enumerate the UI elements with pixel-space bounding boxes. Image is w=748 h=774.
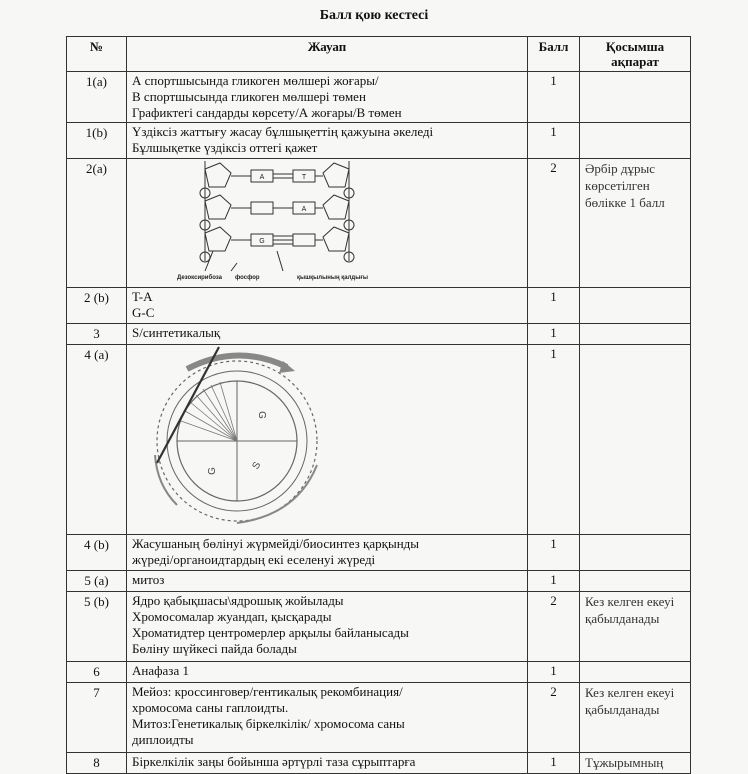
pointer-line xyxy=(277,251,283,271)
base-label: G xyxy=(259,238,265,245)
table-row xyxy=(67,72,691,123)
sugar-pentagon xyxy=(323,227,349,251)
header-score: Балл xyxy=(528,37,580,72)
answer-line: В спортшысында гликоген мөлшері төмен xyxy=(132,89,366,104)
sugar-pentagon xyxy=(205,195,231,219)
table-row xyxy=(67,123,691,159)
row-number: 7 xyxy=(67,683,127,753)
table-row xyxy=(67,324,691,345)
answer-cell xyxy=(127,288,528,324)
score-cell: 1 xyxy=(528,571,580,592)
answer-line: Графиктегі сандарды көрсету/А жоғары/В төмен xyxy=(132,105,402,120)
answer-line: Анафаза 1 xyxy=(132,663,189,678)
table-row xyxy=(67,345,691,535)
header-row xyxy=(67,37,691,72)
score-cell: 1 xyxy=(528,345,580,535)
sugar-pentagon xyxy=(323,163,349,187)
arrow-band xyxy=(237,465,317,523)
answer-cell xyxy=(127,123,528,159)
row-number: 4 (a) xyxy=(67,345,127,535)
base-label: A xyxy=(301,206,307,213)
score-cell: 1 xyxy=(528,324,580,345)
row-number: 8 xyxy=(67,753,127,774)
answer-line: А спортшысында гликоген мөлшері жоғары/ xyxy=(132,73,379,88)
score-cell: 1 xyxy=(528,123,580,159)
answer-line: Үздіксіз жаттығу жасау бұлшықеттің қажуына әкеледі xyxy=(132,124,434,139)
answer-cell xyxy=(127,345,528,535)
row-number: 6 xyxy=(67,662,127,683)
table-row xyxy=(67,535,691,571)
sugar-label: Дезоксирибоза xyxy=(177,275,223,281)
table-row xyxy=(67,683,691,753)
answer-line: митоз xyxy=(132,572,165,587)
base-label: A xyxy=(259,174,265,181)
table-row xyxy=(67,571,691,592)
answer-line: Ядро қабықшасы\ядрошық жойылады xyxy=(132,593,344,608)
answer-cell xyxy=(127,571,528,592)
answer-line: Митоз:Генетикалық біркелкілік/ хромосома саны xyxy=(132,716,405,731)
answer-line: Хромосомалар жуандап, қысқарады xyxy=(132,609,332,624)
pointer-line xyxy=(231,263,237,271)
extra-cell: Әрбір дұрыс көрсетілген бөлікке 1 балл xyxy=(580,159,691,288)
answer-line: Бұлшықетке үздіксіз оттегі қажет xyxy=(132,140,318,155)
answer-line: диплоидты xyxy=(132,732,194,747)
extra-cell xyxy=(580,535,691,571)
table-row xyxy=(67,159,691,288)
answer-cell xyxy=(127,592,528,662)
score-cell: 1 xyxy=(528,288,580,324)
answer-line: T-A xyxy=(132,289,153,304)
answer-line: Мейоз: кроссинговер/гентикалық рекомбинация/ xyxy=(132,684,403,699)
extra-cell xyxy=(580,324,691,345)
table-row xyxy=(67,592,691,662)
answer-cell xyxy=(127,662,528,683)
arrow-band xyxy=(187,355,287,369)
score-cell: 1 xyxy=(528,662,580,683)
score-cell: 1 xyxy=(528,72,580,123)
answer-line: жүреді/органоидтардың екі еселенуі жүреді xyxy=(132,552,376,567)
score-cell: 1 xyxy=(528,535,580,571)
extra-cell: Кез келген екеуі қабылданады xyxy=(580,683,691,753)
score-cell: 2 xyxy=(528,683,580,753)
answer-line: S/синтетикалық xyxy=(132,325,221,340)
extra-cell xyxy=(580,72,691,123)
score-table xyxy=(66,36,691,774)
extra-cell: Тұжырымның xyxy=(580,753,691,774)
diagonal-stroke xyxy=(157,347,219,463)
phase-label: G xyxy=(207,467,218,475)
score-cell: 1 xyxy=(528,753,580,774)
row-number: 2(a) xyxy=(67,159,127,288)
answer-cell xyxy=(127,535,528,571)
answer-line: Хроматидтер центромерлер арқылы байланысады xyxy=(132,625,409,640)
row-number: 4 (b) xyxy=(67,535,127,571)
base-label: T xyxy=(301,174,307,181)
header-extra: Қосымша ақпарат xyxy=(580,37,691,72)
header-answer: Жауап xyxy=(127,37,528,72)
answer-line: хромосома саны гаплоидты. xyxy=(132,700,289,715)
score-cell: 2 xyxy=(528,159,580,288)
extra-cell xyxy=(580,345,691,535)
table-row xyxy=(67,288,691,324)
answer-line: Жасушаның бөлінуі жүрмейді/биосинтез қарқынды xyxy=(132,536,419,551)
extra-cell xyxy=(580,662,691,683)
answer-cell xyxy=(127,683,528,753)
table-row xyxy=(67,662,691,683)
row-number: 5 (a) xyxy=(67,571,127,592)
sugar-pentagon xyxy=(205,227,231,251)
answer-line: G-C xyxy=(132,305,155,320)
phase-label: G xyxy=(256,411,267,419)
sugar-pentagon xyxy=(205,163,231,187)
answer-cell xyxy=(127,159,528,288)
row-number: 1(a) xyxy=(67,72,127,123)
extra-cell xyxy=(580,288,691,324)
row-number: 5 (b) xyxy=(67,592,127,662)
answer-cell xyxy=(127,324,528,345)
extra-cell xyxy=(580,571,691,592)
phosphate-label: фосфор xyxy=(235,275,260,281)
score-cell: 2 xyxy=(528,592,580,662)
row-number: 2 (b) xyxy=(67,288,127,324)
answer-line: Бөліну шүйкесі пайда болады xyxy=(132,641,297,656)
base-box xyxy=(251,202,273,214)
page-title: Балл қою кестесі xyxy=(319,8,429,23)
cell-cycle-diagram xyxy=(127,345,527,530)
mitosis-wedge xyxy=(181,382,237,441)
answer-line: Біркелкілік заңы бойынша әртүрлі таза сұрыптарға xyxy=(132,754,416,769)
base-box xyxy=(293,234,315,246)
answer-cell xyxy=(127,753,528,774)
base-residue-label: қышқылының қалдығы xyxy=(297,275,368,281)
extra-cell xyxy=(580,123,691,159)
answer-cell xyxy=(127,72,528,123)
header-num: № xyxy=(67,37,127,72)
phase-label: S xyxy=(250,460,264,472)
row-number: 3 xyxy=(67,324,127,345)
row-number: 1(b) xyxy=(67,123,127,159)
dna-diagram xyxy=(127,159,527,283)
sugar-pentagon xyxy=(323,195,349,219)
table-row xyxy=(67,753,691,774)
extra-cell: Кез келген екеуі қабылданады xyxy=(580,592,691,662)
